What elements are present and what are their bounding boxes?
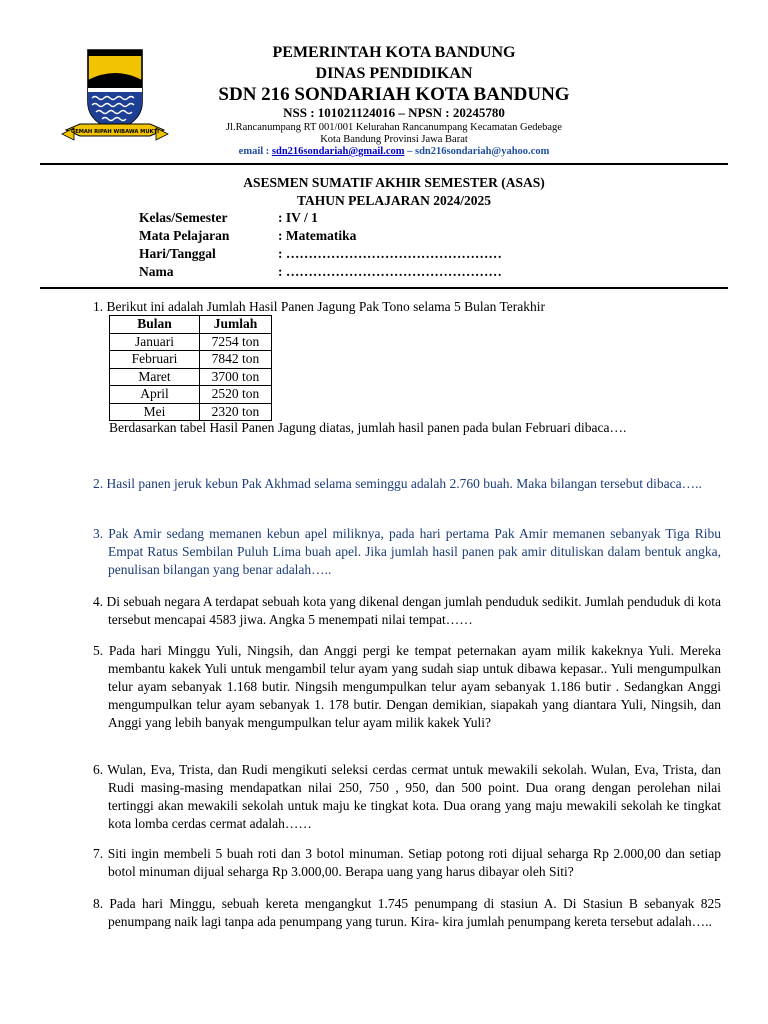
- table-cell: Januari: [110, 333, 200, 351]
- exam-year: TAHUN PELAJARAN 2024/2025: [296, 193, 491, 208]
- government-heading: PEMERINTAH KOTA BANDUNG: [272, 44, 516, 61]
- field-value: : …………………………………………: [278, 246, 502, 261]
- table-cell: 7254 ton: [200, 333, 272, 351]
- question-2: 2. Hasil panen jeruk kebun Pak Akhmad selama seminggu adalah 2.760 buah. Maka bilangan tersebut dibaca…..: [93, 476, 702, 491]
- table-cell: Februari: [110, 351, 200, 369]
- field-label: Hari/Tanggal: [139, 246, 216, 261]
- table-cell: 2320 ton: [200, 403, 272, 421]
- field-value: : Matematika: [278, 228, 357, 243]
- table-cell: Maret: [110, 368, 200, 386]
- field-label: Nama: [139, 264, 174, 279]
- table-row: [110, 351, 272, 369]
- bandung-city-logo: [60, 44, 170, 148]
- question-6: 6. Wulan, Eva, Trista, dan Rudi mengikuti seleksi cerdas cermat untuk mewakili sekolah. Wulan, Eva, Trista, dan Rudi masing-masing mendapatkan nilai 250, 750 , 950, dan 500 point. Dua orang dengan perolehan nilai tertinggi akan mewakili sekolah untuk maju ke tingkat kota. Dua orang yang maju mewakili sekolah ke tingkat kota lomba cerdas cermat adalah……: [93, 762, 721, 831]
- school-name: SDN 216 SONDARIAH KOTA BANDUNG: [218, 84, 570, 105]
- table-cell: 7842 ton: [200, 351, 272, 369]
- question-8: 8. Pada hari Minggu, sebuah kereta mengangkut 1.745 penumpang di stasiun A. Di Stasiun B sebanyak 825 penumpang naik lagi tanpa ada penumpang yang turun. Kira- kira jumlah penumpang kereta tersebut adalah…..: [93, 896, 721, 929]
- school-codes: NSS : 101021124016 – NPSN : 20245780: [283, 105, 505, 120]
- table-row: [110, 403, 272, 421]
- table-row: [110, 333, 272, 351]
- school-address-line2: Kota Bandung Provinsi Jawa Barat: [320, 134, 468, 145]
- question-3: 3. Pak Amir sedang memanen kebun apel miliknya, pada hari pertama Pak Amir memanen sebanyak Tiga Ribu Empat Ratus Sembilan Puluh Lima buah apel. Jika jumlah hasil panen pak amir dituliskan dalam bentuk angka, penulisan bilangan yang benar adalah…..: [93, 526, 721, 577]
- letterhead-divider: [40, 163, 728, 165]
- table-header-cell: Jumlah: [200, 316, 272, 334]
- department-heading: DINAS PENDIDIKAN: [315, 65, 473, 82]
- question-4: 4. Di sebuah negara A terdapat sebuah kota yang dikenal dengan jumlah penduduk sedikit. Jumlah penduduk di kota tersebut mencapai 4583 jiwa. Angka 5 menempati nilai tempat……: [93, 594, 721, 627]
- school-email-line: [180, 146, 608, 157]
- question-7: 7. Siti ingin membeli 5 buah roti dan 3 botol minuman. Setiap potong roti dijual seharga Rp 2.000,00 dan setiap botol minuman dijual seharga Rp 3.000,00. Berapa uang yang harus dibayar oleh Siti?: [93, 846, 721, 879]
- email-label: email :: [238, 146, 272, 157]
- email-separator: –: [404, 146, 415, 157]
- field-label: Mata Pelajaran: [139, 228, 230, 243]
- field-value: : …………………………………………: [278, 264, 502, 279]
- table-header-row: [110, 316, 272, 334]
- question-1-followup: Berdasarkan tabel Hasil Panen Jagung diatas, jumlah hasil panen pada bulan Februari dibaca….: [109, 420, 627, 435]
- table-cell: April: [110, 386, 200, 404]
- table-row: [110, 368, 272, 386]
- question-5: 5. Pada hari Minggu Yuli, Ningsih, dan Anggi pergi ke tempat peternakan ayam milik kakeknya Yuli. Mereka membantu kakek Yuli untuk mengambil telur ayam yang sudah siap untuk dibawa kepasar.. Yuli mengumpulkan telur ayam sebanyak 1.168 butir. Ningsih mengumpulkan telur ayam sebanyak 1.186 butir . Sedangkan Anggi mengumpulkan telur ayam sebanyak 1. 178 butir. Dengan demikian, siapakah yang diantara Yuli, Ningsih, dan Anggi yang lebih banyak mengumpulkan telur ayam milik kakek Yuli?: [93, 643, 721, 730]
- table-cell: 2520 ton: [200, 386, 272, 404]
- table-header-cell: Bulan: [110, 316, 200, 334]
- field-value: : IV / 1: [278, 210, 318, 225]
- school-address-line1: Jl.Rancanumpang RT 001/001 Kelurahan Rancanumpang Kecamatan Gedebage: [226, 122, 562, 133]
- question-1: 1. Berikut ini adalah Jumlah Hasil Panen Jagung Pak Tono selama 5 Bulan Terakhir: [93, 299, 546, 314]
- harvest-table: [109, 315, 272, 421]
- field-label: Kelas/Semester: [139, 210, 228, 225]
- email-yahoo: sdn216sondariah@yahoo.com: [414, 146, 550, 157]
- table-cell: 3700 ton: [200, 368, 272, 386]
- header-divider: [40, 287, 728, 289]
- email-gmail-link[interactable]: sdn216sondariah@gmail.com: [271, 146, 405, 157]
- exam-title: ASESMEN SUMATIF AKHIR SEMESTER (ASAS): [243, 175, 545, 190]
- logo-motto-text: GEMAH RIPAH WIBAWA MUKTI: [70, 129, 160, 135]
- table-cell: Mei: [110, 403, 200, 421]
- table-row: [110, 386, 272, 404]
